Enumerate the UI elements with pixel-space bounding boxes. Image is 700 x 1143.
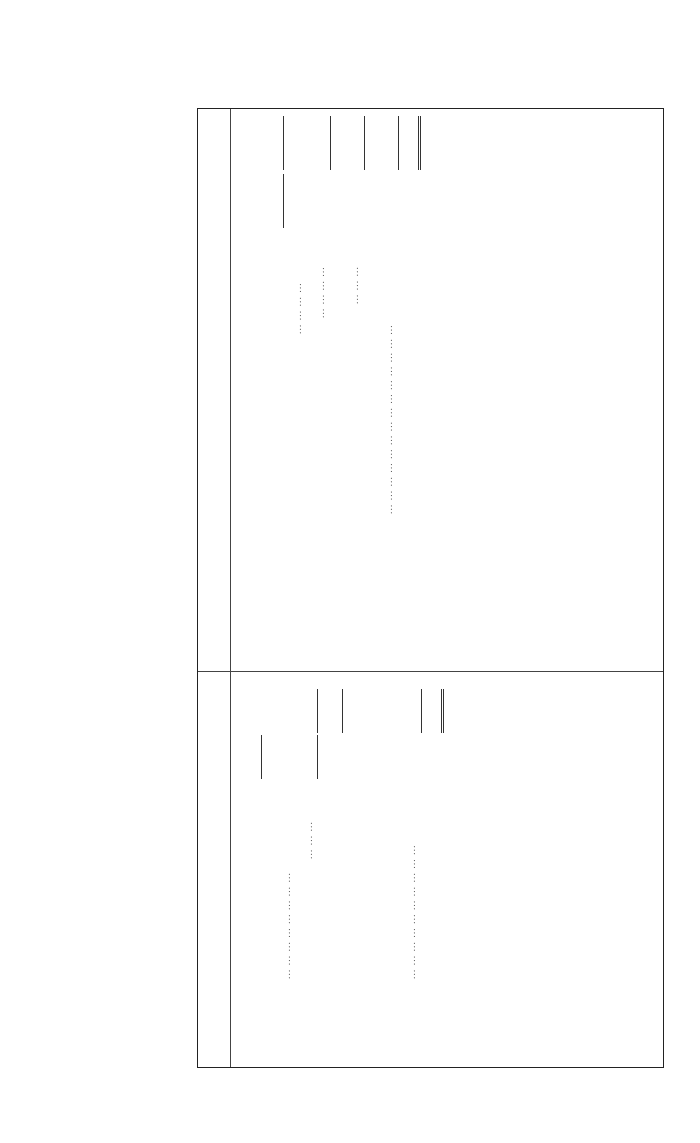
subtotal-rule — [342, 689, 343, 733]
subtotal-rule — [283, 116, 284, 170]
expenditure-column — [236, 116, 430, 664]
leader-dots: ... ... ... — [349, 266, 361, 304]
total-rule — [398, 116, 399, 170]
total-double-rule — [418, 116, 421, 170]
table-frame — [197, 108, 664, 1068]
total-rule — [421, 689, 422, 733]
subtotal-rule — [364, 116, 365, 170]
total-double-rule — [441, 689, 444, 733]
revenue-column — [236, 679, 452, 1059]
leader-dots: ... ... ... ... ... ... ... ... ... ... — [406, 844, 418, 979]
center-divider — [198, 671, 663, 672]
subtotal-rule — [283, 174, 284, 228]
subtotal-rule — [317, 689, 318, 733]
subtotal-rule — [317, 735, 318, 779]
leader-dots: ... ... ... ... ... ... ... ... ... ... ... ... ... ... — [384, 324, 396, 514]
header-rule — [230, 109, 231, 1067]
rotated-financial-table — [175, 108, 675, 1068]
leader-dots: ... ... ... ... — [315, 266, 327, 318]
subtotal-rule — [330, 116, 331, 170]
leader-dots: ... ... ... — [304, 821, 316, 859]
leader-dots: ... ... ... ... — [292, 282, 304, 334]
subtotal-rule — [261, 735, 262, 779]
leader-dots: ... ... ... ... ... ... ... ... — [281, 872, 293, 979]
